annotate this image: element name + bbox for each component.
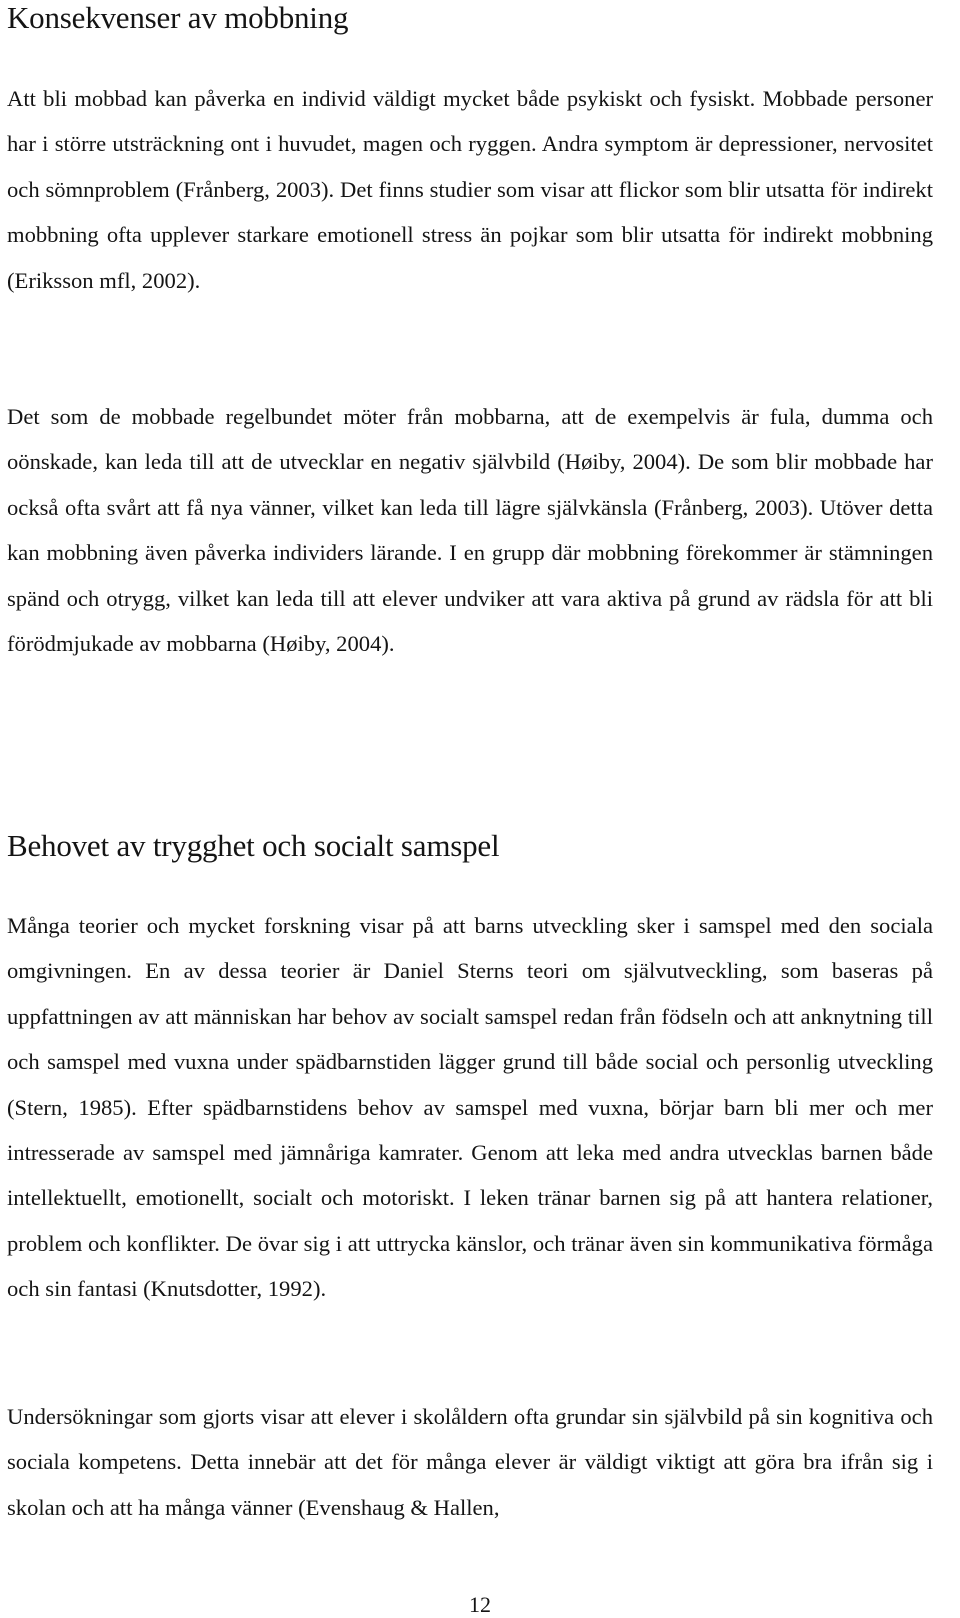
paragraph: Det som de mobbade regelbundet möter från mobbarna, att de exempelvis är fula, dumma och oönskade, kan leda till att de utvecklar en negativ självbild (Høiby, 2004). De som blir mobbade har också ofta svårt att få nya vänner, vilket kan leda till lägre självkänsla (Frånberg, 2003). Utöver detta kan mobbning även påverka individers lärande. I en grupp där mobbning förekommer är stämningen spänd och otrygg, vilket kan leda till att elever undviker att vara aktiva på grund av rädsla för att bli förödmjukade av mobbarna (Høiby, 2004). (7, 404, 933, 657)
section-heading: Konsekvenser av mobbning (7, 0, 349, 35)
paragraph: Att bli mobbad kan påverka en individ väldigt mycket både psykiskt och fysiskt. Mobbade personer har i större utsträckning ont i huvudet, magen och ryggen. Andra symptom är depressioner, nervositet och sömnproblem (Frånberg, 2003). Det finns studier som visar att flickor som blir utsatta för indirekt mobbning ofta upplever starkare emotionell stress än pojkar som blir utsatta för indirekt mobbning (Eriksson mfl, 2002). (7, 86, 933, 293)
paragraph: Många teorier och mycket forskning visar på att barns utveckling sker i samspel med den sociala omgivningen. En av dessa teorier är Daniel Sterns teori om självutveckling, som baseras på uppfattningen av att människan har behov av socialt samspel redan från födseln och att anknytning till och samspel med vuxna under spädbarnstiden lägger grund till både social och personlig utveckling (Stern, 1985). Efter spädbarnstidens behov av samspel med vuxna, börjar barn bli mer och mer intresserade av samspel med jämnåriga kamrater. Genom att leka med andra utvecklas barnen både intellektuellt, emotionellt, socialt och motoriskt. I leken tränar barnen sig på att hantera relationer, problem och konflikter. De övar sig i att uttrycka känslor, och tränar även sin kommunikativa förmåga och sin fantasi (Knutsdotter, 1992). (7, 913, 933, 1302)
paragraph: Undersökningar som gjorts visar att elever i skolåldern ofta grundar sin självbild på sin kognitiva och sociala kompetens. Detta innebär att det för många elever är väldigt viktigt att göra bra ifrån sig i skolan och att ha många vänner (Evenshaug & Hallen, (7, 1404, 933, 1520)
page-number: 12 (469, 1592, 491, 1617)
section-heading: Behovet av trygghet och socialt samspel (7, 828, 500, 863)
